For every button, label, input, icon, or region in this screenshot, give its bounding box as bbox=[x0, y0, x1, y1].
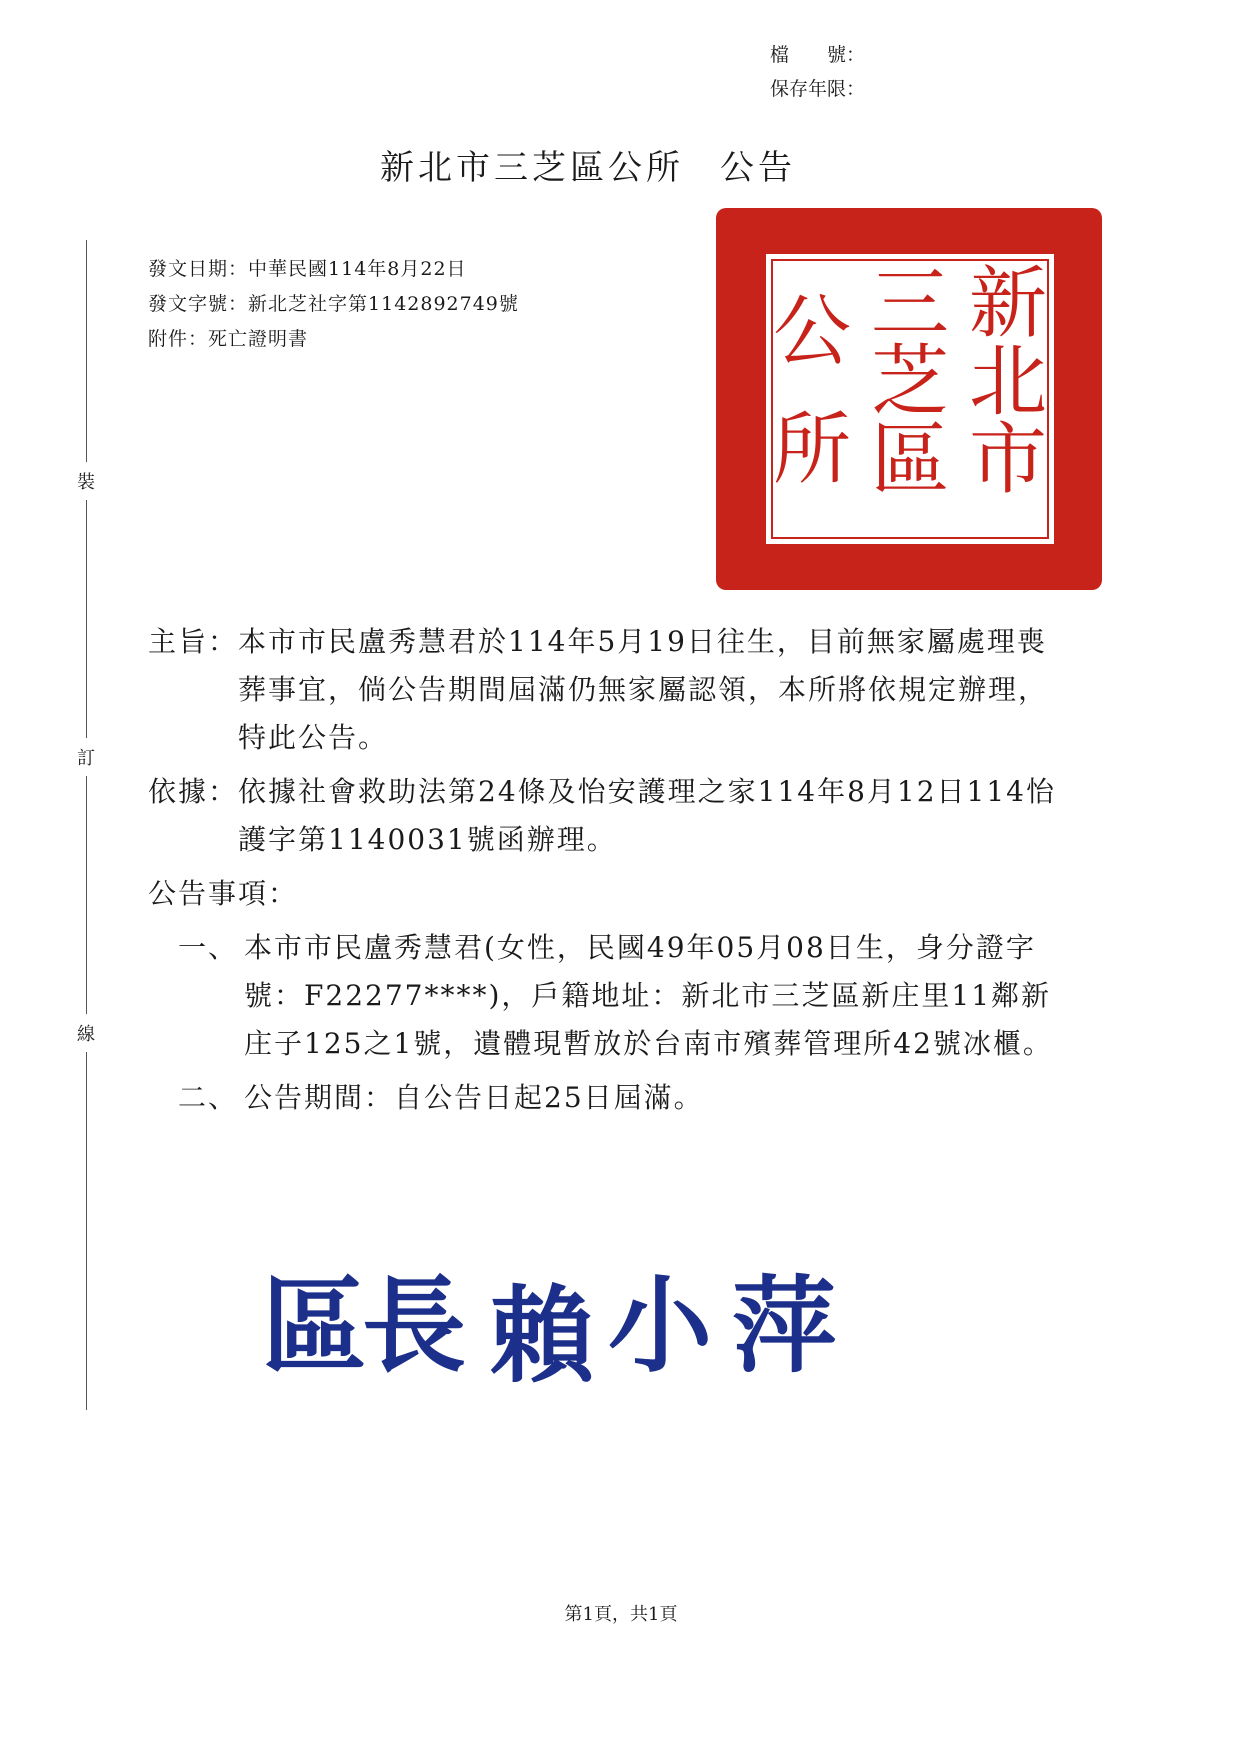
subject-paragraph bbox=[148, 618, 1068, 762]
agency-name: 新北市三芝區公所 bbox=[380, 148, 684, 188]
signature-char: 小 bbox=[608, 1264, 713, 1387]
doc-type: 公告 bbox=[720, 148, 796, 188]
attachment-value: 死亡證明書 bbox=[208, 328, 309, 350]
doc-number-label: 發文字號： bbox=[148, 293, 249, 315]
item-text: 本市市民盧秀慧君(女性，民國49年05月08日生，身分證字號：F22277****)，戶籍地址：新北市三芝區新庄里11鄰新庄子125之1號，遺體現暫放於台南市殯葬管理所42號冰櫃。 bbox=[244, 931, 1053, 1060]
seal-char: 芝 bbox=[870, 337, 950, 427]
page-title bbox=[380, 140, 796, 189]
signature-char: 區 bbox=[262, 1264, 367, 1387]
retention-label: 保存年限： bbox=[770, 78, 866, 100]
subject-text: 本市市民盧秀慧君於114年5月19日往生，目前無家屬處理喪葬事宜，倘公告期間屆滿仍無家屬認領，本所將依規定辦理，特此公告。 bbox=[238, 625, 1049, 754]
file-meta bbox=[770, 38, 865, 106]
basis-paragraph bbox=[148, 768, 1068, 864]
binding-char-ding: 訂 bbox=[74, 738, 98, 776]
issue-date-row bbox=[148, 252, 519, 287]
signature-char: 長 bbox=[362, 1264, 467, 1387]
issue-date-label: 發文日期： bbox=[148, 258, 249, 280]
subject-heading: 主旨： bbox=[148, 625, 239, 658]
item-text: 公告期間：自公告日起25日屆滿。 bbox=[244, 1081, 704, 1114]
retention-row bbox=[770, 72, 865, 106]
doc-number-value: 新北芝社字第1142892749號 bbox=[248, 293, 519, 315]
basis-heading: 依據： bbox=[148, 775, 239, 808]
item-number: 二、 bbox=[178, 1081, 239, 1114]
seal-char: 三 bbox=[870, 259, 950, 349]
announcement-body bbox=[148, 618, 1068, 1128]
attachment-row bbox=[148, 322, 519, 357]
seal-char: 市 bbox=[968, 415, 1048, 505]
page-footer: 第1頁，共1頁 bbox=[564, 1604, 678, 1625]
doc-number-row bbox=[148, 287, 519, 322]
issue-date-value: 中華民國114年8月22日 bbox=[248, 258, 467, 280]
basis-text: 依據社會救助法第24條及怡安護理之家114年8月12日114怡護字第1140031號函辦理。 bbox=[238, 775, 1056, 856]
signature-char: 賴 bbox=[490, 1274, 595, 1397]
binding-line bbox=[86, 240, 87, 1410]
document-meta bbox=[148, 252, 519, 357]
file-number-row bbox=[770, 38, 865, 72]
file-number-label: 檔 號： bbox=[770, 44, 866, 66]
official-seal bbox=[716, 208, 1102, 590]
binding-char-xian: 線 bbox=[74, 1014, 98, 1052]
chief-signature bbox=[262, 1250, 862, 1400]
binding-char-zhuang: 裝 bbox=[74, 462, 98, 500]
announcement-item bbox=[148, 924, 1068, 1068]
announcement-item bbox=[148, 1074, 1068, 1122]
seal-char: 所 bbox=[772, 405, 852, 495]
seal-char: 北 bbox=[968, 337, 1048, 427]
items-heading: 公告事項： bbox=[148, 877, 299, 910]
signature-char: 萍 bbox=[732, 1264, 837, 1387]
attachment-label: 附件： bbox=[148, 328, 209, 350]
seal-char: 新 bbox=[968, 259, 1048, 349]
seal-char: 區 bbox=[870, 415, 950, 505]
item-number: 一、 bbox=[178, 931, 239, 964]
seal-char: 公 bbox=[772, 287, 852, 377]
